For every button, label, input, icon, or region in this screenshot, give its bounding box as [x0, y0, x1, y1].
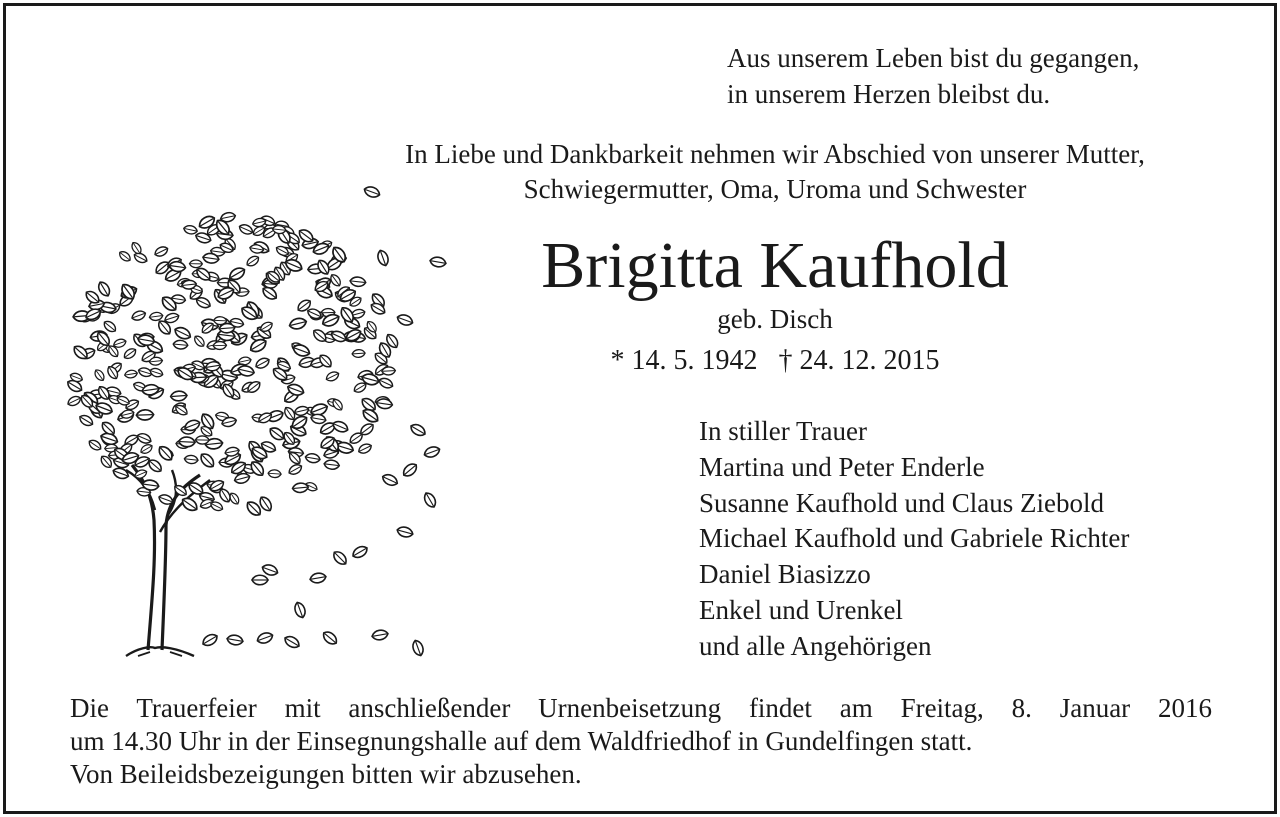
leaf-icon	[382, 367, 396, 376]
leaf-icon	[288, 317, 307, 331]
leaf-icon	[226, 634, 244, 646]
leaf-icon	[376, 398, 393, 410]
leaf-icon	[309, 572, 327, 584]
intro-line: Schwiegermutter, Oma, Uroma und Schwester	[523, 174, 1027, 204]
leaf-icon	[66, 394, 82, 407]
leaf-icon	[294, 405, 310, 417]
leaf-icon	[198, 451, 216, 470]
leaf-icon	[357, 442, 373, 455]
leaf-icon	[352, 349, 366, 358]
leaf-icon	[136, 432, 153, 446]
tree-leaves	[65, 211, 400, 518]
leaf-icon	[136, 410, 154, 421]
windblown-tree-icon	[60, 180, 460, 670]
leaf-icon	[156, 444, 175, 463]
leaf-icon	[124, 369, 138, 378]
deceased-name: Brigitta Kaufhold	[541, 229, 1009, 302]
leaf-icon	[331, 419, 349, 434]
mourner-line: Enkel und Urenkel	[699, 594, 903, 625]
leaf-icon	[201, 632, 220, 648]
leaf-icon	[178, 437, 195, 447]
leaf-icon	[256, 631, 274, 645]
leaf-icon	[122, 346, 138, 360]
leaf-icon	[173, 325, 193, 341]
leaf-icon	[381, 472, 400, 487]
leaf-icon	[423, 445, 441, 459]
leaf-icon	[293, 601, 307, 619]
mourner-line: Daniel Biasizzo	[699, 559, 871, 590]
leaf-icon	[213, 341, 227, 349]
leaf-icon	[360, 407, 380, 425]
leaf-icon	[139, 443, 154, 456]
farewell-intro	[330, 137, 1220, 207]
leaf-icon	[396, 313, 414, 327]
leaf-icon	[292, 482, 309, 493]
leaf-icon	[363, 185, 381, 199]
leaf-icon	[252, 575, 268, 584]
leaf-icon	[131, 309, 147, 322]
funeral-details	[70, 692, 1212, 791]
funeral-line: Die Trauerfeier mit anschließender Urnenbeisetzung findet am Freitag, 8. Januar 2016	[70, 693, 1212, 723]
life-dates: * 14. 5. 1942 † 24. 12. 2015	[610, 345, 940, 376]
leaf-icon	[117, 249, 132, 263]
mourner-line: Michael Kaufhold und Gabriele Richter	[699, 523, 1130, 554]
leaf-icon	[248, 459, 266, 478]
leaf-icon	[411, 639, 425, 657]
leaf-icon	[268, 469, 282, 478]
leaf-icon	[283, 634, 302, 650]
leaf-icon	[324, 459, 340, 470]
leaf-icon	[409, 422, 428, 438]
leaf-icon	[254, 356, 271, 371]
maiden-name: geb. Disch	[717, 304, 833, 334]
leaf-icon	[87, 438, 103, 452]
motto-line: in unserem Herzen bleibst du.	[727, 79, 1051, 109]
mourner-line: In stiller Trauer	[699, 416, 867, 446]
intro-line: In Liebe und Dankbarkeit nehmen wir Abschied von unserer Mutter,	[405, 139, 1145, 169]
leaf-icon	[305, 453, 321, 464]
leaf-icon	[325, 370, 341, 383]
leaf-icon	[195, 436, 209, 444]
leaf-icon	[78, 413, 95, 428]
leaf-icon	[184, 455, 198, 464]
leaf-icon	[173, 340, 188, 350]
leaf-icon	[153, 245, 169, 259]
funeral-line: um 14.30 Uhr in der Einsegnungshalle auf dem Waldfriedhof in Gundelfingen statt.	[70, 726, 973, 756]
leaf-icon	[112, 466, 130, 480]
funeral-line: Von Beileidsbezeigungen bitten wir abzusehen.	[70, 759, 582, 789]
motto-line: Aus unserem Leben bist du gegangen,	[727, 43, 1140, 73]
leaf-icon	[189, 260, 202, 268]
leaf-icon	[371, 629, 389, 641]
motto-verse	[727, 40, 1139, 112]
leaf-icon	[213, 316, 226, 324]
leaf-icon	[350, 276, 367, 287]
leaf-icon	[260, 285, 279, 302]
mourners-list	[699, 414, 1129, 665]
leaf-icon	[170, 391, 187, 402]
leaf-icon	[378, 376, 395, 390]
leaf-icon	[376, 249, 390, 267]
leaf-icon	[429, 256, 447, 268]
leaf-icon	[149, 312, 163, 322]
leaf-icon	[396, 525, 414, 538]
leaf-icon	[180, 495, 200, 513]
leaf-icon	[93, 368, 106, 383]
leaf-icon	[245, 254, 261, 268]
leaf-icon	[422, 491, 438, 510]
leaf-icon	[267, 425, 286, 442]
leaf-icon	[192, 334, 206, 349]
leaf-icon	[331, 549, 349, 567]
leaf-icon	[183, 224, 198, 235]
leaf-icon	[401, 461, 419, 479]
mourner-line: Martina und Peter Enderle	[699, 451, 985, 482]
leaf-icon	[248, 337, 268, 355]
mourner-line: Susanne Kaufhold und Claus Ziebold	[699, 487, 1104, 518]
leaf-icon	[351, 544, 370, 560]
leaf-icon	[238, 223, 254, 236]
leaf-icon	[321, 629, 339, 647]
leaf-icon	[149, 367, 164, 379]
leaf-icon	[287, 462, 303, 476]
leaf-icon	[96, 280, 112, 298]
mourner-line: und alle Angehörigen	[699, 630, 932, 661]
